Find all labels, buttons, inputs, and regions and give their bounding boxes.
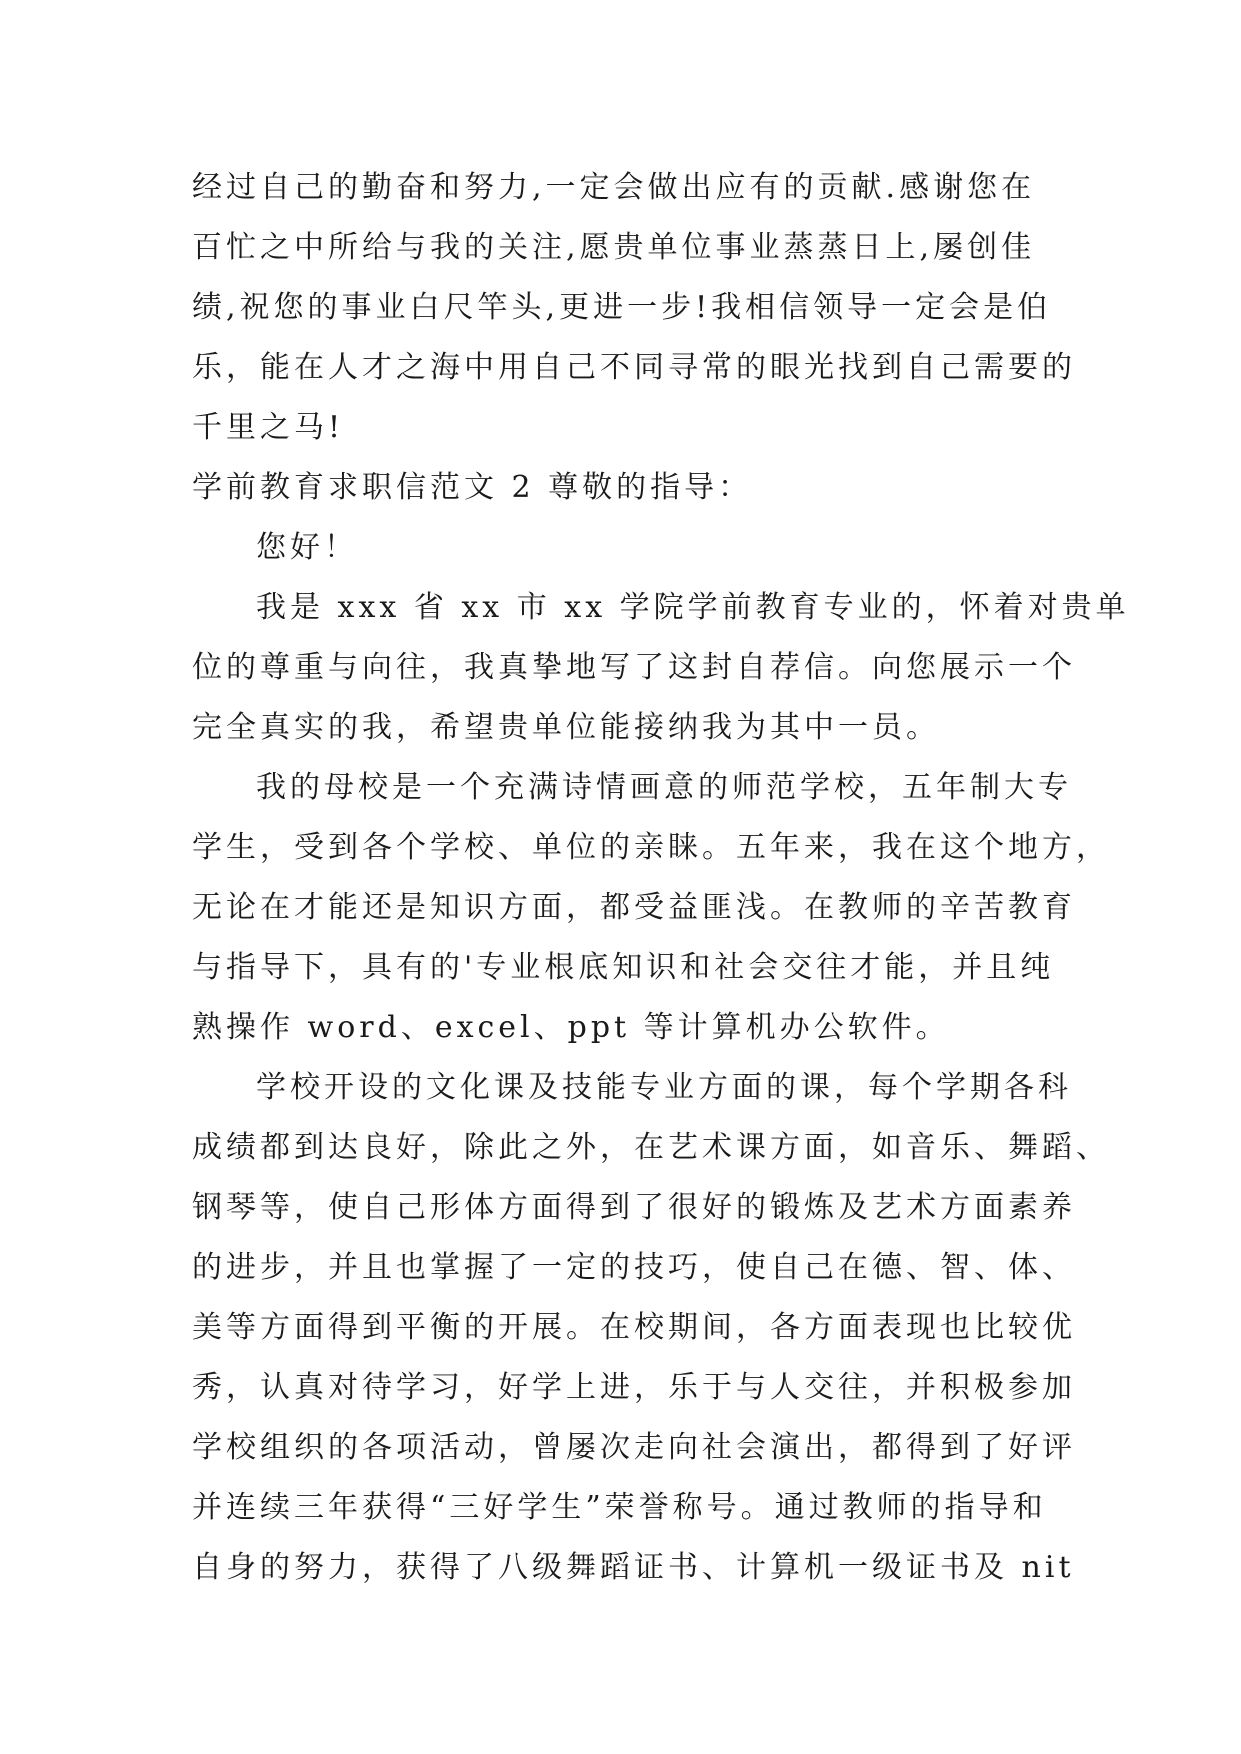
text-line: 学生，受到各个学校、单位的亲睐。五年来，我在这个地方，	[192, 830, 1110, 865]
text-line: 的进步，并且也掌握了一定的技巧，使自己在德、智、体、	[192, 1250, 1076, 1285]
text-line: 成绩都到达良好，除此之外，在艺术课方面，如音乐、舞蹈、	[192, 1130, 1110, 1165]
text-line: 位的尊重与向往，我真挚地写了这封自荐信。向您展示一个	[192, 650, 1076, 685]
text-line: 秀，认真对待学习，好学上进，乐于与人交往，并积极参加	[192, 1370, 1076, 1405]
text-line: 自身的努力，获得了八级舞蹈证书、计算机一级证书及 nit	[192, 1550, 1075, 1585]
text-line: 学校组织的各项活动，曾屡次走向社会演出，都得到了好评	[192, 1430, 1076, 1465]
greeting-line: 您好！	[256, 530, 358, 565]
text-line: 绩,祝您的事业白尺竿头,更进一步!我相信领导一定会是伯	[192, 290, 1052, 325]
section-heading: 学前教育求职信范文 2 尊敬的指导：	[192, 470, 753, 505]
text-line: 美等方面得到平衡的开展。在校期间，各方面表现也比较优	[192, 1310, 1076, 1345]
text-line: 完全真实的我，希望贵单位能接纳我为其中一员。	[192, 710, 940, 745]
text-line: 千里之马!	[192, 410, 345, 445]
text-line: 与指导下，具有的'专业根底知识和社会交往才能，并且纯	[192, 950, 1055, 985]
paragraph-start-line: 我的母校是一个充满诗情画意的师范学校，五年制大专	[256, 770, 1072, 805]
text-line: 熟操作 word、excel、ppt 等计算机办公软件。	[192, 1010, 950, 1045]
text-line: 无论在才能还是知识方面，都受益匪浅。在教师的辛苦教育	[192, 890, 1076, 925]
paragraph-start-line: 学校开设的文化课及技能专业方面的课，每个学期各科	[256, 1070, 1072, 1105]
text-line: 钢琴等，使自己形体方面得到了很好的锻炼及艺术方面素养	[192, 1190, 1076, 1225]
text-line: 百忙之中所给与我的关注,愿贵单位事业蒸蒸日上,屡创佳	[192, 230, 1036, 265]
text-line: 经过自己的勤奋和努力,一定会做出应有的贡献.感谢您在	[192, 170, 1036, 205]
text-line: 并连续三年获得“三好学生”荣誉称号。通过教师的指导和	[192, 1490, 1047, 1525]
document-body	[192, 158, 1130, 1598]
text-line: 乐，能在人才之海中用自己不同寻常的眼光找到自己需要的	[192, 350, 1076, 385]
paragraph-start-line: 我是 xxx 省 xx 市 xx 学院学前教育专业的，怀着对贵单	[256, 590, 1130, 625]
